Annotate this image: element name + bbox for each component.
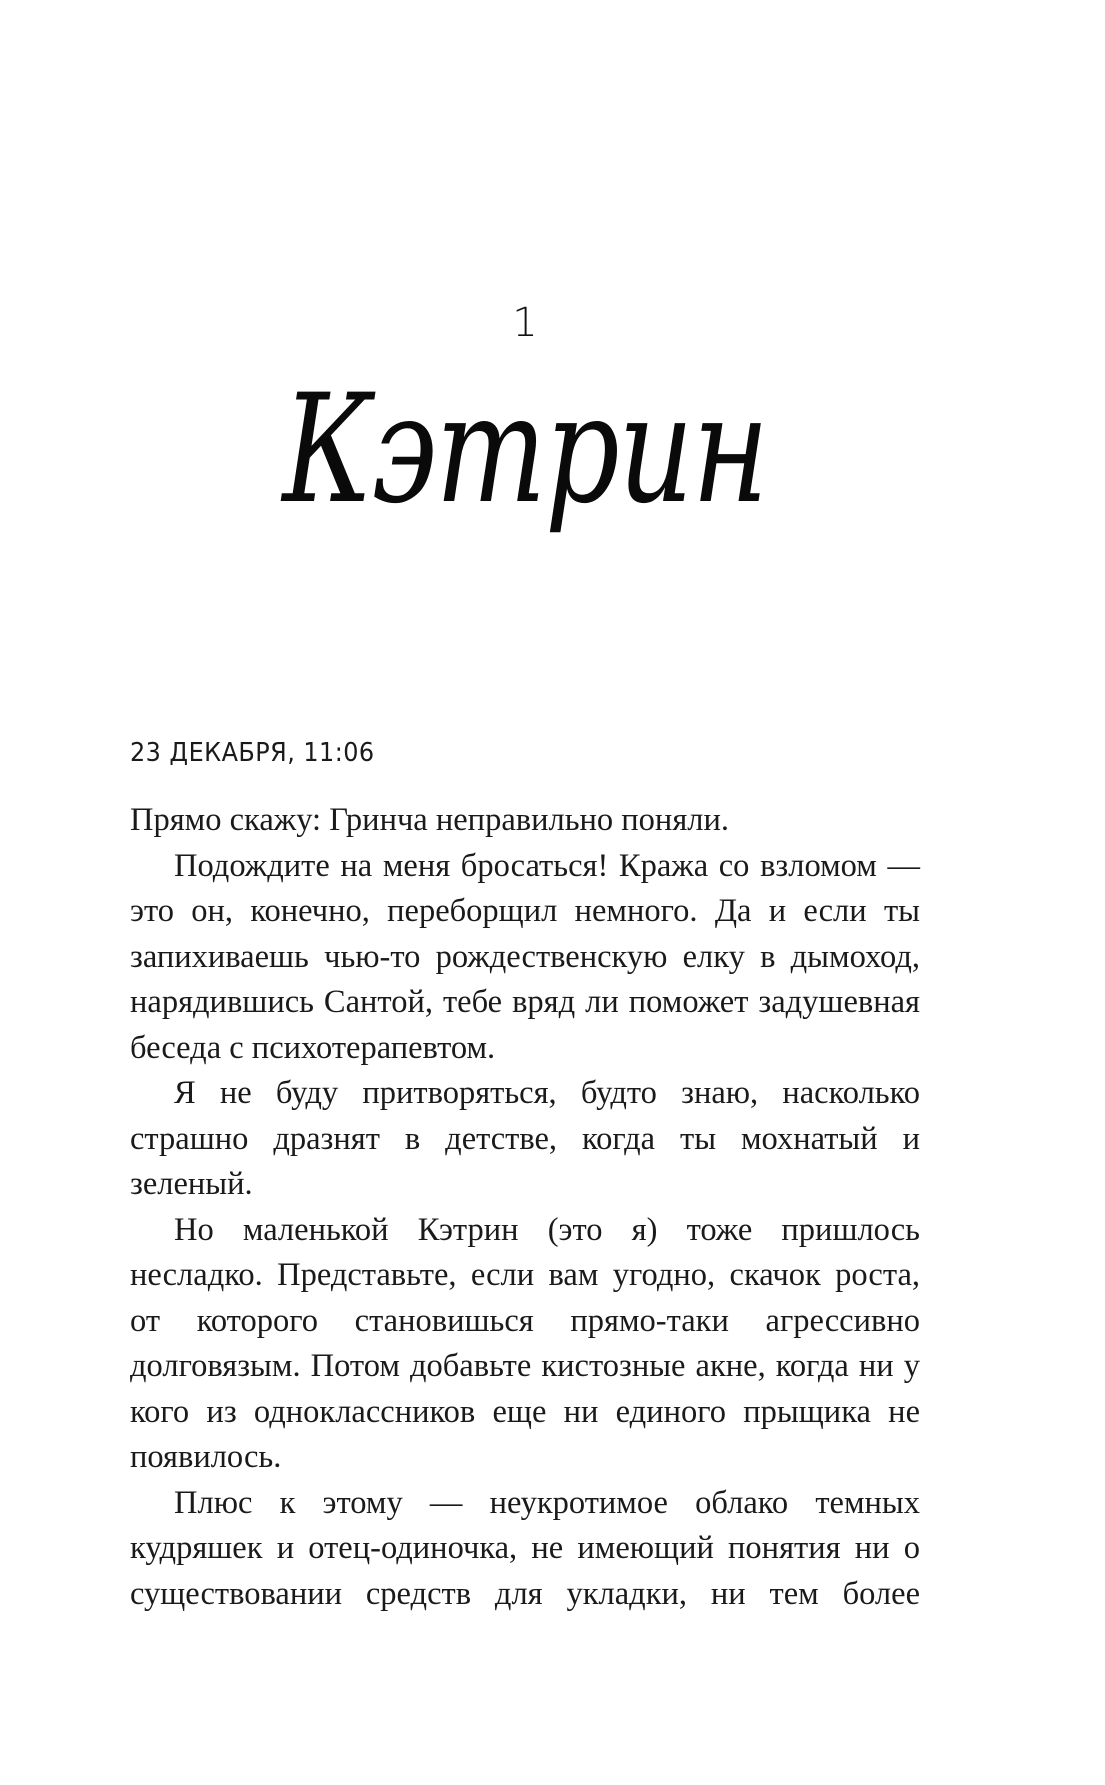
paragraph: Подождите на меня бросаться! Кража со взломом — это он, конечно, переборщил немного. Да и если ты запихиваешь чью-то рождественскую елку в дымоход, нарядившись Сантой, тебе вряд ли поможет задушевная беседа с психотерапевтом. [130, 847, 920, 1066]
paragraph: Я не буду притворяться, будто знаю, насколько страшно дразнят в детстве, когда ты мохнатый и зеленый. [130, 1075, 920, 1202]
paragraph: Но маленькой Кэтрин (это я) тоже пришлось несладко. Представьте, если вам угодно, скачок роста, от которого становишься прямо-таки агрессивно долговязым. Потом добавьте кистозные акне, когда ни у кого из одноклассников еще ни единого прыщика не появилось. [130, 1211, 920, 1475]
body-text [130, 798, 920, 1617]
chapter-number: 1 [512, 300, 538, 346]
paragraph: Плюс к этому — неукротимое облако темных кудряшек и отец-одиночка, не имеющий понятия ни о существовании средств для укладки, ни тем более [130, 1484, 920, 1612]
section-timestamp: 23 ДЕКАБРЯ, 11:06 [130, 738, 375, 768]
chapter-title: Кэтрин [282, 363, 768, 537]
paragraph: Прямо скажу: Гринча неправильно поняли. [130, 802, 730, 838]
